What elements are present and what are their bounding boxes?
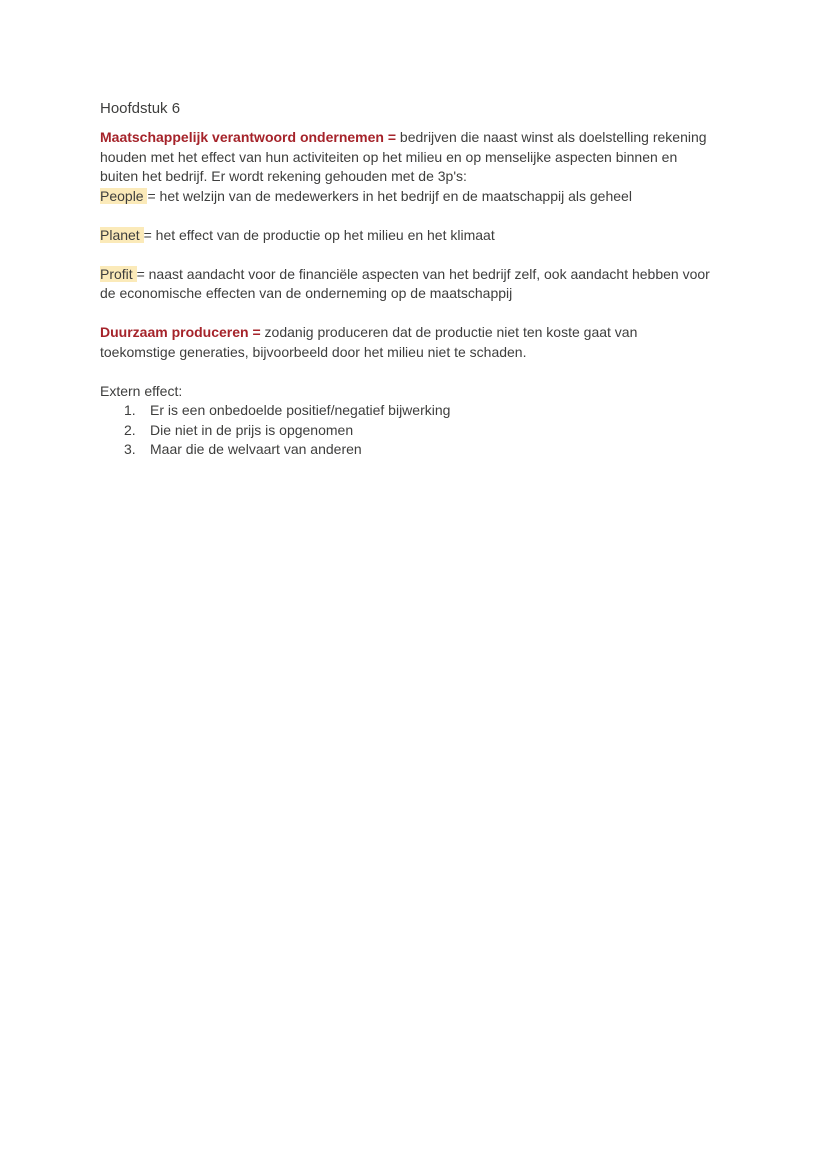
paragraph-mvo	[100, 128, 715, 187]
extern-effect-section	[100, 382, 715, 460]
term-planet-highlight: Planet	[100, 226, 144, 243]
term-profit-highlight: Profit	[100, 265, 137, 282]
paragraph-mvo-body: bedrijven die naast winst als doelstelling rekening houden met het effect van hun activiteiten op het milieu en op menselijke aspecten binnen en buiten het bedrijf. Er wordt rekening gehouden met de 3p's:	[100, 129, 707, 184]
paragraph-planet-body: = het effect van de productie op het milieu en het klimaat	[143, 226, 495, 243]
term-duurzaam: Duurzaam produceren =	[100, 324, 261, 340]
list-item-number: 1.	[124, 402, 136, 418]
paragraph-duurzaam	[100, 323, 715, 362]
list-item	[100, 421, 715, 441]
list-item-text: Er is een onbedoelde positief/negatief bijwerking	[150, 402, 451, 418]
paragraph-planet	[100, 226, 715, 246]
paragraph-profit	[100, 265, 715, 304]
list-item-number: 2.	[124, 421, 136, 438]
page-title: Hoofdstuk 6	[100, 100, 181, 117]
list-item-number: 3.	[124, 441, 136, 457]
term-people-highlight: People	[100, 187, 148, 204]
term-mvo: Maatschappelijk verantwoord ondernemen =	[100, 129, 397, 145]
list-item	[100, 440, 715, 460]
paragraph-profit-body: = naast aandacht voor de financiële aspecten van het bedrijf zelf, ook aandacht hebben voor de economische effecten van de onderneming op de maatschappij	[100, 265, 710, 301]
list-item	[100, 401, 715, 421]
paragraph-people-body: = het welzijn van de medewerkers in het bedrijf en de maatschappij als geheel	[147, 187, 632, 204]
list-item-text: Maar die de welvaart van anderen	[150, 441, 362, 457]
paragraph-duurzaam-body: zodanig produceren dat de productie niet ten koste gaat van toekomstige generaties, bijvoorbeeld door het milieu niet te schaden.	[100, 324, 638, 360]
list-item-text: Die niet in de prijs is opgenomen	[150, 421, 354, 438]
extern-effect-label: Extern effect:	[100, 382, 183, 399]
paragraph-people	[100, 187, 715, 207]
